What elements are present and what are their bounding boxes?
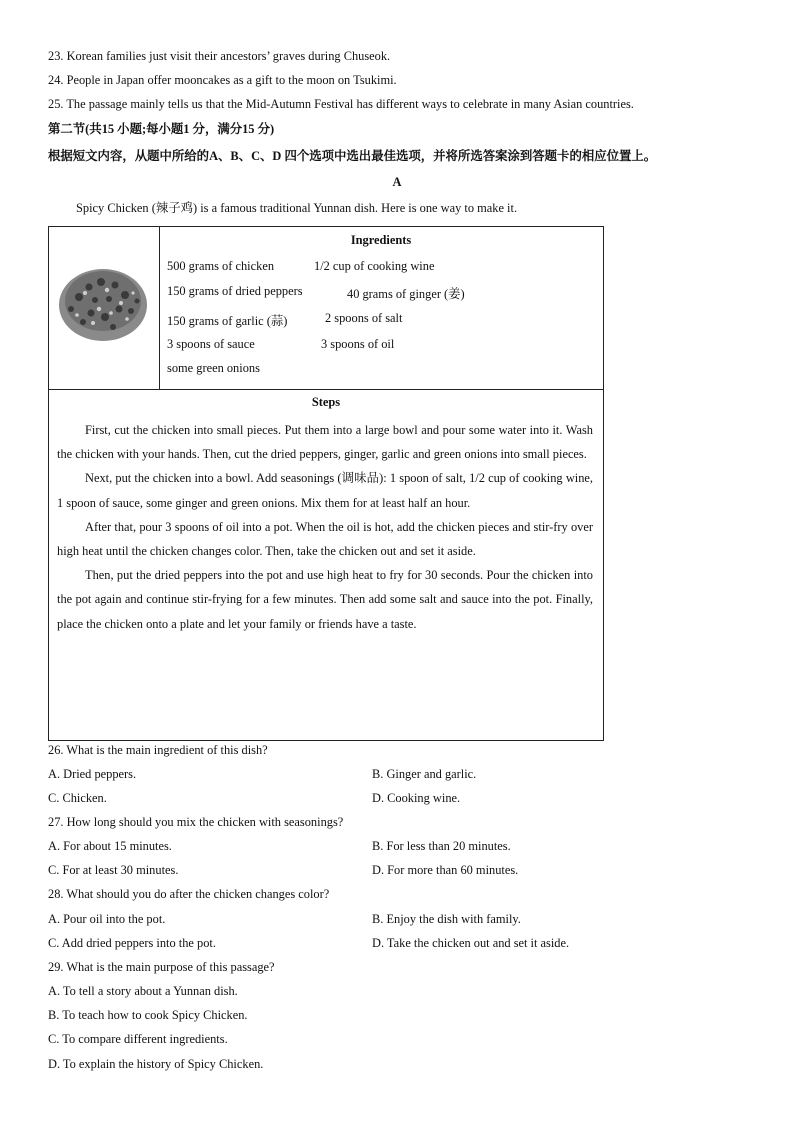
step-paragraph: First, cut the chicken into small pieces. Put them into a large bowl and pour some water into it. Wash the chicken with your hands. Then, cut the dried peppers, ginger, garlic and green onions into small pieces. bbox=[57, 423, 593, 462]
table-divider bbox=[49, 389, 603, 390]
step-paragraph: After that, pour 3 spoons of oil into a pot. When the oil is hot, add the chicken pieces and stir-fry over high heat until the chicken changes color. Then, take the chicken out and set it aside. bbox=[57, 519, 593, 559]
passage-letter: A bbox=[392, 175, 402, 189]
step-paragraph: Next, put the chicken into a bowl. Add seasonings (调味品): 1 spoon of salt, 1/2 cup of cooking wine, 1 spoon of sauce, some ginger and green onions. Mix them for at least half an hour. bbox=[57, 471, 593, 510]
question-29-option-d: D. To explain the history of Spicy Chicken. bbox=[48, 1057, 264, 1071]
question-24: 24. People in Japan offer mooncakes as a gift to the moon on Tsukimi. bbox=[48, 73, 397, 87]
ingredient-item: 150 grams of dried peppers bbox=[167, 284, 303, 298]
question-26-option-b: B. Ginger and garlic. bbox=[372, 767, 477, 781]
question-25: 25. The passage mainly tells us that the Mid-Autumn Festival has different ways to celebrate in many Asian countries. bbox=[48, 97, 634, 111]
steps-title: Steps bbox=[311, 395, 341, 409]
dish-image-cell bbox=[49, 227, 160, 389]
ingredient-item: 3 spoons of oil bbox=[321, 337, 395, 351]
section-instruction: 根据短文内容，从题中所给的A、B、C、D 四个选项中选出最佳选项，并将所选答案涂到答题卡的相应位置上。 bbox=[48, 149, 657, 163]
question-27-option-d: D. For more than 60 minutes. bbox=[372, 863, 519, 877]
question-29-stem: 29. What is the main purpose of this passage? bbox=[48, 960, 275, 974]
section-header: 第二节(共15 小题;每小题1 分，满分15 分) bbox=[48, 122, 275, 136]
ingredient-item: 3 spoons of sauce bbox=[167, 337, 255, 351]
question-28-stem: 28. What should you do after the chicken changes color? bbox=[48, 887, 330, 901]
ingredient-item: 150 grams of garlic (蒜) bbox=[167, 314, 288, 328]
question-26-option-d: D. Cooking wine. bbox=[372, 791, 461, 805]
question-28-option-c: C. Add dried peppers into the pot. bbox=[48, 936, 216, 950]
recipe-table bbox=[48, 226, 604, 741]
ingredients-title: Ingredients bbox=[350, 233, 412, 247]
ingredient-item: 2 spoons of salt bbox=[325, 311, 403, 325]
question-27-option-c: C. For at least 30 minutes. bbox=[48, 863, 179, 877]
steps-body bbox=[57, 418, 593, 636]
ingredient-item: 500 grams of chicken bbox=[167, 259, 275, 273]
question-29-option-c: C. To compare different ingredients. bbox=[48, 1032, 228, 1046]
question-28-option-b: B. Enjoy the dish with family. bbox=[372, 912, 521, 926]
question-26-stem: 26. What is the main ingredient of this dish? bbox=[48, 743, 268, 757]
step-paragraph: Then, put the dried peppers into the pot and use high heat to fry for 30 seconds. Pour the chicken into the pot again and continue stir-frying for a few minutes. Then add some salt and sauce into the pot. Finally, place the chicken onto a plate and let your family or friends have a taste. bbox=[57, 568, 593, 631]
question-27-stem: 27. How long should you mix the chicken with seasonings? bbox=[48, 815, 344, 829]
question-29-option-a: A. To tell a story about a Yunnan dish. bbox=[48, 984, 238, 998]
question-28-option-a: A. Pour oil into the pot. bbox=[48, 912, 166, 926]
question-23: 23. Korean families just visit their ancestors’ graves during Chuseok. bbox=[48, 49, 391, 63]
question-26-option-a: A. Dried peppers. bbox=[48, 767, 137, 781]
question-29-option-b: B. To teach how to cook Spicy Chicken. bbox=[48, 1008, 248, 1022]
spicy-chicken-image bbox=[49, 227, 159, 389]
question-26-option-c: C. Chicken. bbox=[48, 791, 107, 805]
passage-intro: Spicy Chicken (辣子鸡) is a famous traditional Yunnan dish. Here is one way to make it. bbox=[76, 201, 518, 215]
question-27-option-a: A. For about 15 minutes. bbox=[48, 839, 172, 853]
question-27-option-b: B. For less than 20 minutes. bbox=[372, 839, 511, 853]
question-28-option-d: D. Take the chicken out and set it aside. bbox=[372, 936, 570, 950]
ingredient-item: some green onions bbox=[167, 361, 260, 375]
ingredient-item: 40 grams of ginger (姜) bbox=[347, 287, 465, 301]
ingredient-item: 1/2 cup of cooking wine bbox=[314, 259, 435, 273]
